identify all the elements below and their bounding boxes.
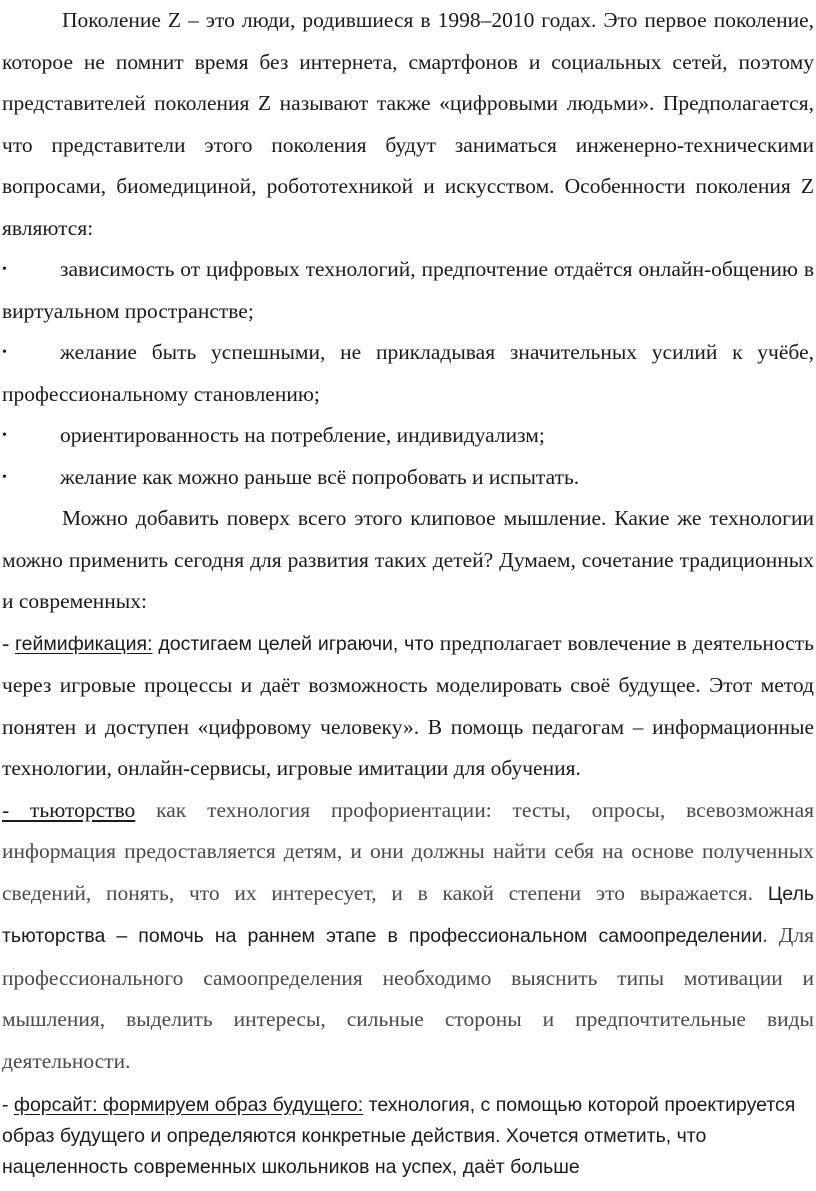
list-item-text: желание как можно раньше всё попробовать и испытать. (60, 464, 580, 489)
list-item (2, 415, 814, 457)
foresight-term: форсайт: формируем образ будущего: (13, 1094, 364, 1116)
gamification-text: предполагает вовлечение в деятельность через игровые процессы и даёт возможность моделировать своё будущее. Этот метод понятен и доступен «цифровому человеку». В помощь педагогам – информационные технологии, онлайн-сервисы, игровые имитации для обучения. (2, 630, 814, 780)
list-item-text: желание быть успешными, не прикладывая значительных усилий к учёбе, профессиональному становлению; (2, 340, 814, 406)
gamification-slogan: достигаем целей играючи, что (152, 632, 434, 655)
foresight-paragraph (2, 1090, 814, 1183)
tutoring-paragraph (2, 790, 814, 1083)
bullet-icon: • (2, 262, 7, 277)
gamification-paragraph (2, 623, 814, 790)
list-item (2, 249, 814, 332)
features-list (2, 249, 814, 498)
list-item-text: зависимость от цифровых технологий, предпочтение отдаётся онлайн-общению в виртуальном пространстве; (2, 257, 814, 323)
tutoring-text: как технология профориентации: тесты, опросы, всевозможная информация предоставляется детям, и они должны найти себя на основе полученных сведений, понять, что их интересует, и в какой степени это выражается. (2, 797, 814, 905)
bullet-icon: • (2, 469, 7, 485)
tutoring-text-2: . Для профессионального самоопределения необходимо выяснить типы мотивации и мышления, выделить интересы, сильные стороны и предпочтительные виды деятельности. (2, 923, 814, 1073)
foresight-text: технология, с помощью которой проектируется образ будущего и определяются конкретные действия. Хочется отметить, что нацеленность современных школьников на успех, даёт больше (2, 1094, 796, 1178)
technologies-paragraph: Можно добавить поверх всего этого клиповое мышление. Какие же технологии можно применить сегодня для развития таких детей? Думаем, сочетание традиционных и современных: (2, 506, 814, 613)
list-item-text: ориентированность на потребление, индивидуализм; (60, 423, 545, 447)
list-item (2, 332, 814, 415)
intro-paragraph: Поколение Z – это люди, родившиеся в 1998–2010 годах. Это первое поколение, которое не помнит время без интернета, смартфонов и социальных сетей, поэтому представителей поколения Z называют также «цифровыми людьми». Предполагается, что представители этого поколения будут заниматься инженерно-техническими вопросами, биомедициной, робототехникой и искусством. Особенности поколения Z являются: (2, 8, 814, 240)
list-item (2, 457, 814, 499)
tutoring-term: - тьюторство (2, 797, 136, 822)
gamification-term: геймификация: (14, 632, 153, 655)
foresight-dash: - (2, 1094, 14, 1116)
bullet-icon: • (2, 345, 7, 360)
gamification-dash: - (2, 630, 15, 655)
bullet-icon: • (2, 428, 7, 443)
tutoring-goal: Цель тьюторства – помочь на раннем этапе в профессиональном самоопределении (2, 882, 814, 947)
